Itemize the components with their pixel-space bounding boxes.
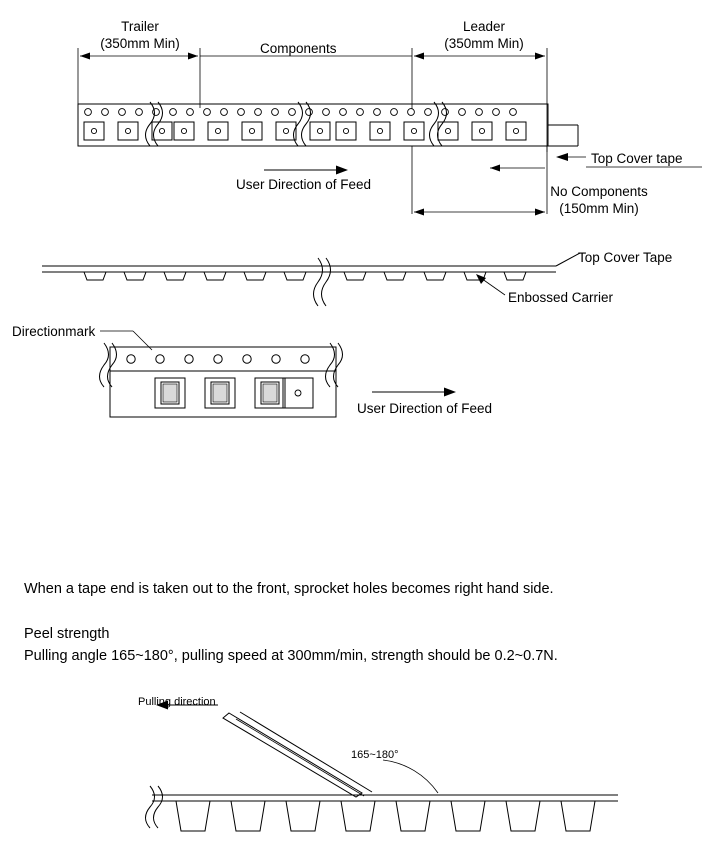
label-embossed-carrier: Enbossed Carrier: [508, 290, 614, 305]
label-trailer-text: Trailer: [121, 19, 159, 34]
note-peel-strength-heading: Peel strength: [24, 626, 110, 642]
label-components: Components: [260, 41, 337, 56]
label-leader-text: Leader: [462, 19, 506, 34]
note-line-2: Pulling angle 165~180°, pulling speed at 300mm/min, strength should be 0.2~0.7N.: [24, 648, 558, 664]
label-top-cover-tape-2: Top Cover Tape: [578, 250, 673, 265]
label-leader-min: (350mm Min): [444, 36, 524, 52]
note-line-1: When a tape end is taken out to the front, sprocket holes becomes right hand side.: [24, 581, 554, 597]
label-pulling-direction: Pulling direction: [138, 696, 216, 708]
label-peel-angle: 165~180°: [351, 749, 399, 761]
label-user-direction-of-feed-detail: User Direction of Feed: [357, 401, 493, 416]
label-no-components-min: (150mm Min): [559, 201, 639, 217]
label-no-components: [534, 183, 664, 218]
label-leader: [438, 18, 530, 53]
label-user-direction-of-feed-top: User Direction of Feed: [236, 177, 372, 192]
label-trailer: [98, 18, 182, 53]
label-top-cover-tape-1: Top Cover tape: [591, 151, 683, 166]
label-trailer-min: (350mm Min): [100, 36, 180, 52]
label-no-components-text: No Components: [550, 184, 648, 199]
label-direction-mark: Directionmark: [12, 324, 96, 339]
